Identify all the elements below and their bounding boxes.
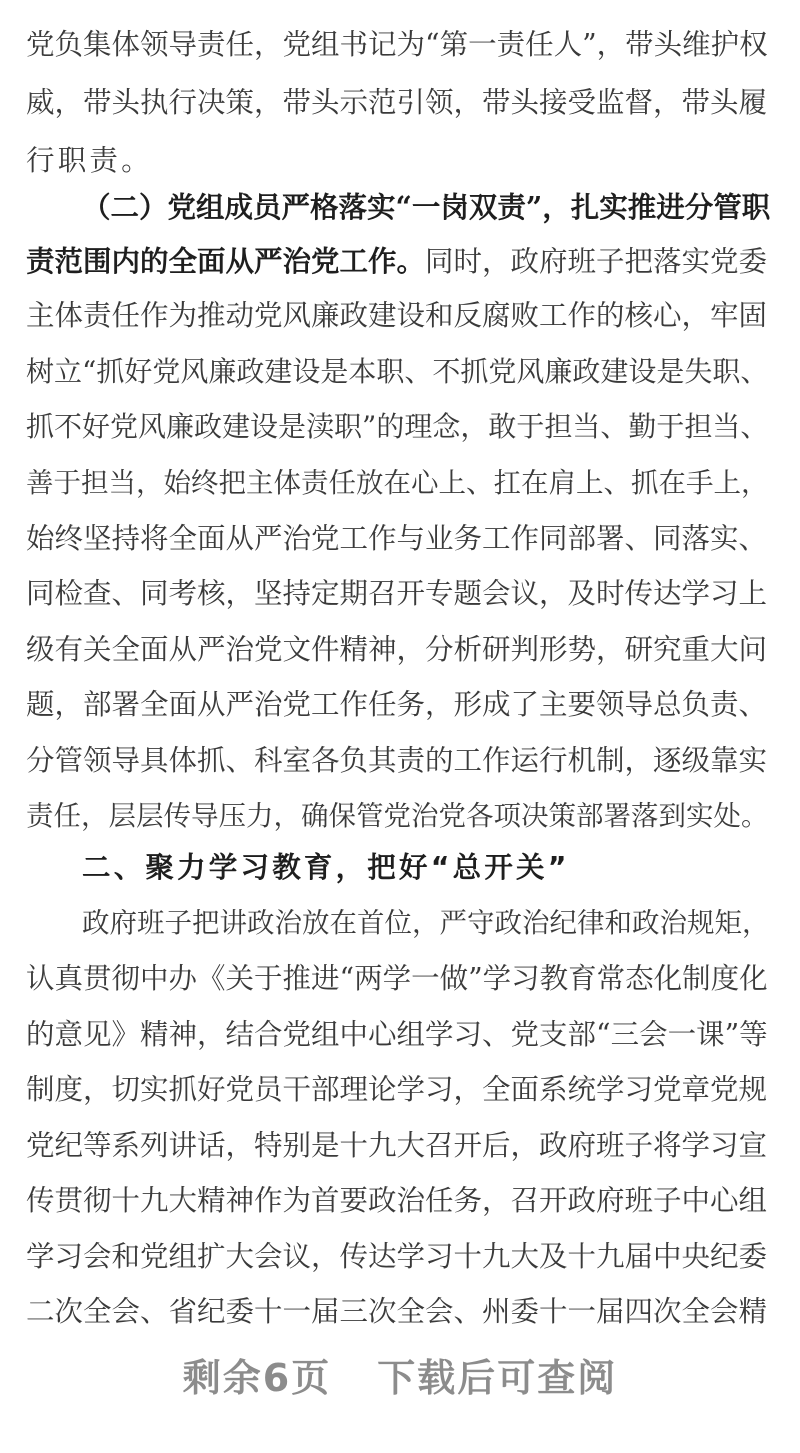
text-line: 传贯彻十九大精神作为首要政治任务，召开政府班子中心组: [26, 1184, 768, 1217]
section-heading-2-cont: 责范围内的全面从严治党工作。: [26, 244, 426, 278]
remaining-pages-label: 剩余6页: [182, 1356, 332, 1400]
text-line: 级有关全面从严治党文件精神，分析研判形势，研究重大问: [26, 633, 768, 666]
text-line: 的意见》精神，结合党组中心组学习、党支部“三会一课”等: [26, 1018, 768, 1051]
text-span: 同时，政府班子把落实党委: [425, 245, 768, 278]
download-to-view-label: 下载后可查阅: [377, 1356, 618, 1400]
text-line: 始终坚持将全面从严治党工作与业务工作同部署、同落实、: [26, 522, 768, 555]
text-line: 制度，切实抓好党员干部理论学习，全面系统学习党章党规: [26, 1073, 768, 1106]
text-line: 同检查、同考核，坚持定期召开专题会议，及时传达学习上: [26, 577, 768, 610]
text-line: 认真贯彻中办《关于推进“两学一做”学习教育常态化制度化: [26, 962, 768, 995]
text-line: 树立“抓好党风廉政建设是本职、不抓党风廉政建设是失职、: [26, 355, 769, 388]
text-line: 善于担当，始终把主体责任放在心上、扛在肩上、抓在手上，: [26, 467, 769, 499]
text-line: 责任，层层传导压力，确保管党治党各项决策部署落到实处。: [26, 800, 769, 832]
text-line: 学习会和党组扩大会议，传达学习十九大及十九届中央纪委: [26, 1240, 768, 1273]
text-line: [26, 237, 774, 285]
text-line: 党纪等系列讲话，特别是十九大召开后，政府班子将学习宣: [26, 1129, 768, 1162]
text-line: 行职责。: [26, 144, 153, 177]
text-line: 威，带头执行决策，带头示范引领，带头接受监督，带头履: [26, 86, 768, 119]
text-line: 党负集体领导责任，党组书记为“第一责任人”，带头维护权: [26, 28, 768, 61]
text-line: 二次全会、省纪委十一届三次全会、州委十一届四次全会精: [26, 1295, 768, 1328]
text-line: 分管领导具体抓、科室各负其责的工作运行机制，逐级靠实: [26, 744, 768, 777]
section-heading: 二、聚力学习教育，把好“总开关”: [82, 851, 570, 884]
section-heading-2: （二）党组成员严格落实“一岗双责”，扎实推进分管职: [82, 190, 771, 224]
text-line: 抓不好党风廉政建设是渎职”的理念，敢于担当、勤于担当、: [26, 410, 769, 443]
text-line: 主体责任作为推动党风廉政建设和反腐败工作的核心，牢固: [26, 299, 768, 332]
text-line: 政府班子把讲政治放在首位，严守政治纪律和政治规矩，: [82, 907, 770, 939]
download-prompt[interactable]: [0, 1346, 800, 1410]
text-line: 题，部署全面从严治党工作任务，形成了主要领导总负责、: [26, 688, 768, 721]
